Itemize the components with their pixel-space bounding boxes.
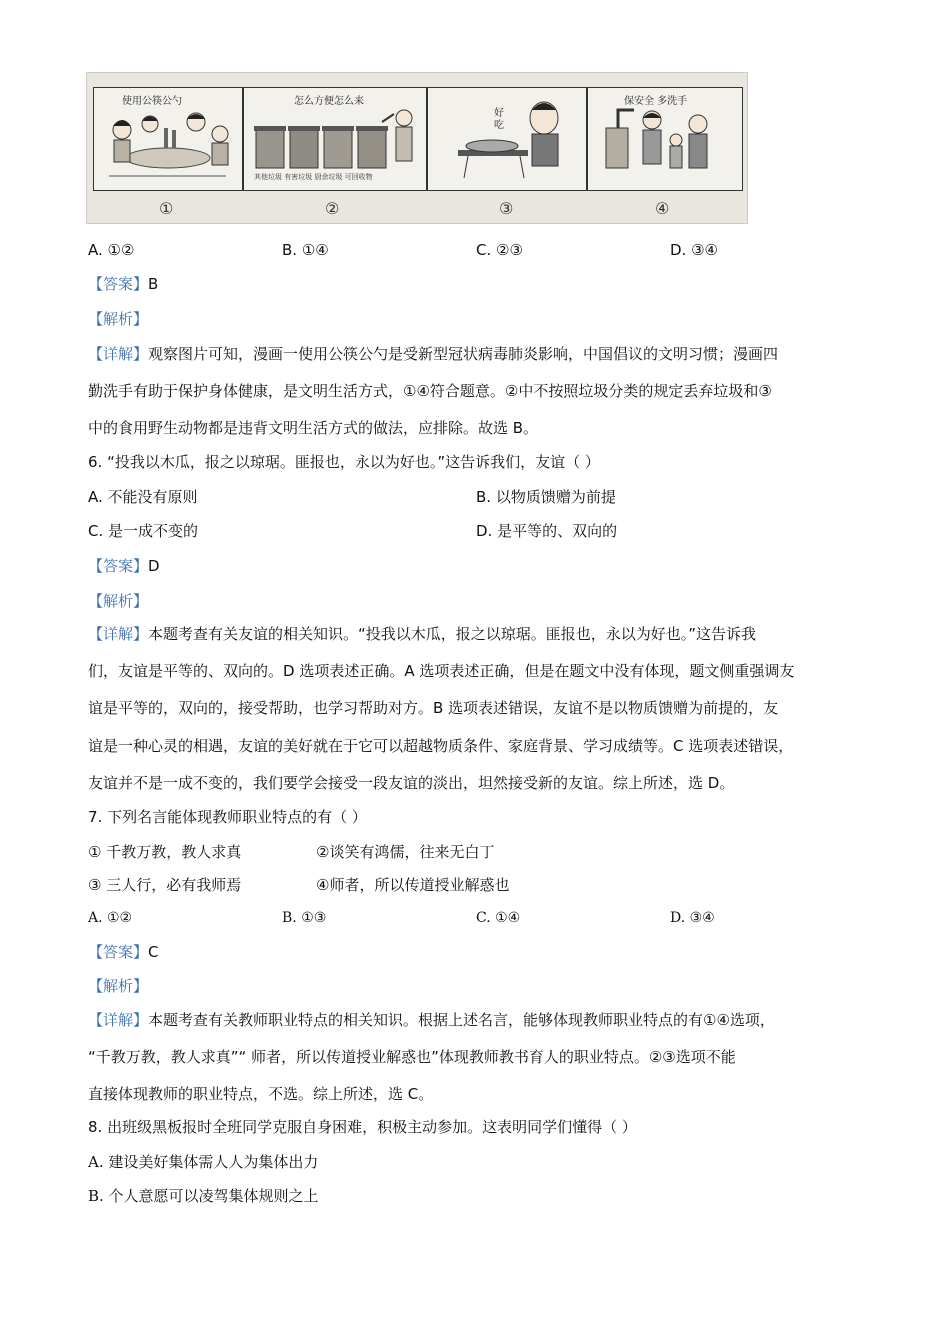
q7-answer xyxy=(88,942,159,962)
option-b[interactable]: B. 个人意愿可以凌驾集体规则之上 xyxy=(88,1187,319,1205)
detail-tag: 【详解】 xyxy=(88,625,149,643)
q7-detail-line-1 xyxy=(88,1010,775,1030)
quote-item: ②谈笑有鸿儒，往来无白丁 xyxy=(316,843,495,861)
panel-caption: 好吃 xyxy=(494,108,504,131)
panel-caption: 保安全 多洗手 xyxy=(624,96,688,107)
bin-labels: 其他垃圾 有害垃圾 厨余垃圾 可回收物 xyxy=(254,173,373,181)
option-b[interactable]: B. ①③ xyxy=(282,910,327,926)
q7-stem: 7. 下列名言能体现教师职业特点的有（ ） xyxy=(88,808,367,826)
comic-panel-1 xyxy=(93,87,243,191)
answer-value: B xyxy=(148,275,159,293)
option-d[interactable]: D. 是平等的、双向的 xyxy=(476,522,618,540)
quote-item: ① 千教万教，教人求真 xyxy=(88,843,242,861)
answer-tag: 【答案】 xyxy=(88,557,149,575)
q5-detail-line-2: 勤洗手有助于保护身体健康，是文明生活方式，①④符合题意。②中不按照垃圾分类的规定丢弃垃圾和③ xyxy=(88,382,772,400)
comic-panel-4 xyxy=(587,87,743,191)
q7-detail-line-2: “千教万教，教人求真”“ 师者，所以传道授业解惑也”体现教师教书育人的职业特点。②③选项不能 xyxy=(88,1048,736,1066)
answer-value: D xyxy=(148,557,160,575)
quote-item: ③ 三人行，必有我师焉 xyxy=(88,876,242,894)
detail-tag: 【详解】 xyxy=(88,1011,149,1029)
q6-detail-line-1 xyxy=(88,624,756,644)
option-c[interactable]: C. 是一成不变的 xyxy=(88,522,199,540)
q6-detail-line-4: 谊是一种心灵的相遇，友谊的美好就在于它可以超越物质条件、家庭背景、学习成绩等。C 选项表述错误， xyxy=(88,737,794,755)
answer-tag: 【答案】 xyxy=(88,943,149,961)
comic-panel-2 xyxy=(243,87,427,191)
q8-stem: 8. 出班级黑板报时全班同学克服自身困难，积极主动参加。这表明同学们懂得（ ） xyxy=(88,1118,637,1136)
panel-number: ③ xyxy=(499,199,514,218)
option-c[interactable]: C. ①④ xyxy=(476,910,521,926)
option-d[interactable]: D. ③④ xyxy=(670,910,715,926)
q6-detail-line-5: 友谊并不是一成不变的，我们要学会接受一段友谊的淡出，坦然接受新的友谊。综上所述，选 D。 xyxy=(88,774,735,792)
detail-text: 观察图片可知，漫画一使用公筷公勺是受新型冠状病毒肺炎影响，中国倡议的文明习惯；漫画四 xyxy=(148,345,779,363)
eating-wild-animal-illustration xyxy=(428,88,585,188)
q5-detail-line-3: 中的食用野生动物都是违背文明生活方式的做法，应排除。故选 B。 xyxy=(88,419,539,437)
panel-caption: 怎么方便怎么来 xyxy=(294,96,364,107)
hand-washing-illustration xyxy=(588,88,741,188)
option-b[interactable]: B. ①④ xyxy=(282,241,329,259)
option-d[interactable]: D. ③④ xyxy=(670,241,718,259)
answer-value: C xyxy=(148,943,159,961)
dining-family-illustration xyxy=(94,88,241,188)
detail-text: 本题考查有关友谊的相关知识。“投我以木瓜，报之以琼琚。匪报也，永以为好也。”这告诉我 xyxy=(148,625,757,643)
option-a[interactable]: A. 不能没有原则 xyxy=(88,488,198,506)
option-c[interactable]: C. ②③ xyxy=(476,241,523,259)
option-b[interactable]: B. 以物质馈赠为前提 xyxy=(476,488,616,506)
q7-analysis-tag: 【解析】 xyxy=(88,977,149,995)
detail-text: 本题考查有关教师职业特点的相关知识。根据上述名言，能够体现教师职业特点的有①④选项， xyxy=(148,1011,775,1029)
option-a[interactable]: A. ①② xyxy=(88,910,133,926)
detail-tag: 【详解】 xyxy=(88,345,149,363)
option-a[interactable]: A. 建设美好集体需人人为集体出力 xyxy=(88,1153,319,1171)
panel-caption: 使用公筷公勺 xyxy=(122,96,182,107)
q5-answer xyxy=(88,274,158,294)
comic-strip xyxy=(86,72,748,224)
q6-detail-line-3: 谊是平等的，双向的，接受帮助，也学习帮助对方。B 选项表述错误，友谊不是以物质馈赠为前提的，友 xyxy=(88,699,779,717)
quote-item: ④师者，所以传道授业解惑也 xyxy=(316,876,510,894)
q7-detail-line-3: 直接体现教师的职业特点，不选。综上所述，选 C。 xyxy=(88,1085,434,1103)
q6-analysis-tag: 【解析】 xyxy=(88,592,149,610)
answer-tag: 【答案】 xyxy=(88,275,149,293)
comic-panel-3 xyxy=(427,87,587,191)
q5-detail-line-1 xyxy=(88,344,778,364)
panel-number: ④ xyxy=(655,199,670,218)
panel-number: ① xyxy=(159,199,174,218)
q5-analysis-tag: 【解析】 xyxy=(88,310,149,328)
option-a[interactable]: A. ①② xyxy=(88,241,135,259)
q6-answer xyxy=(88,556,160,576)
panel-number: ② xyxy=(325,199,340,218)
q6-stem: 6. “投我以木瓜，报之以琼琚。匪报也，永以为好也。”这告诉我们，友谊（ ） xyxy=(88,453,600,471)
q6-detail-line-2: 们，友谊是平等的、双向的。D 选项表述正确。A 选项表述正确，但是在题文中没有体现，题文侧重强调友 xyxy=(88,662,795,680)
